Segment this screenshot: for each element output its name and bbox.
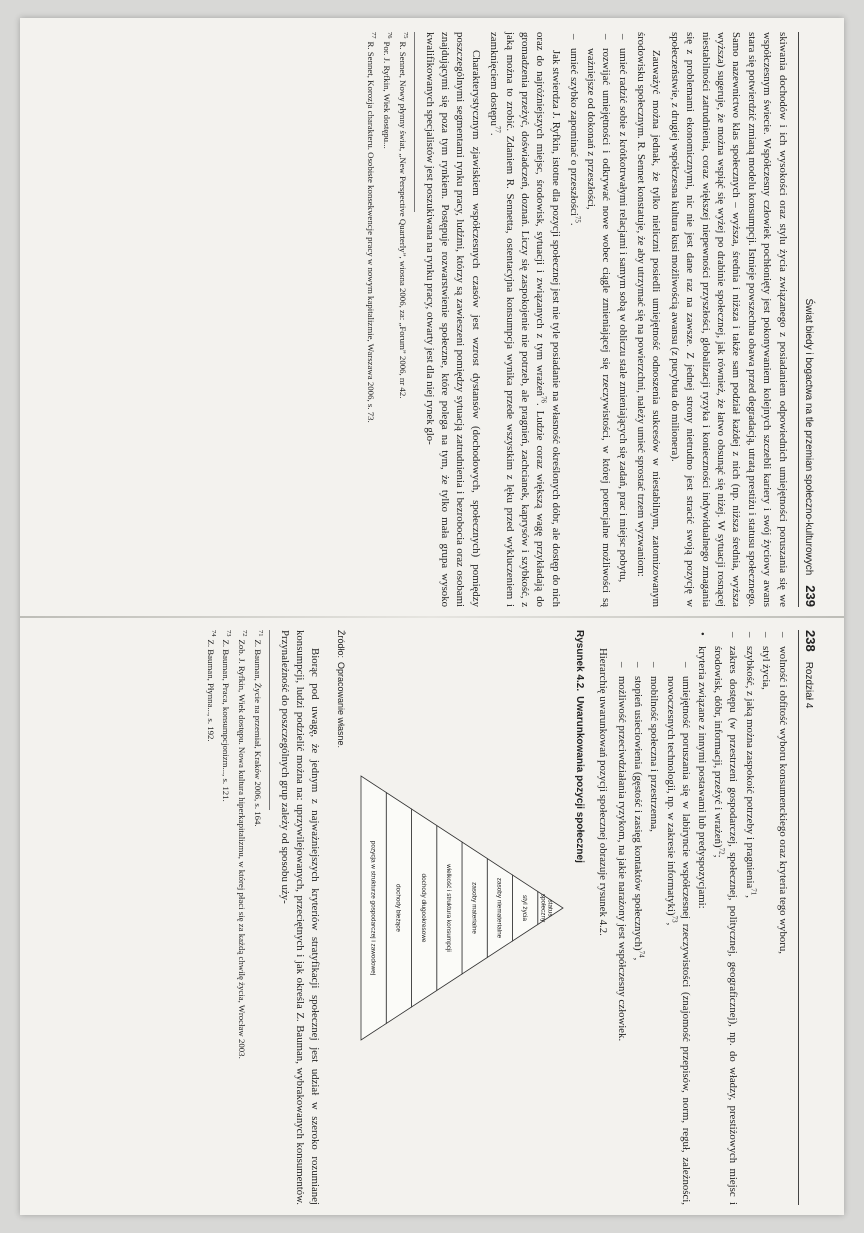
pyramid-figure <box>350 630 567 1205</box>
footnote-ref: 76 <box>540 396 549 404</box>
footnote-rule <box>269 630 270 810</box>
list-sub <box>613 646 693 1205</box>
page-number-238: 238 <box>803 630 818 652</box>
list-item: – umieć radzić sobie z krótkotrwałymi relacjami i samym sobą w obliczu stale zmieniających się zadań, prac i miejsc pobytu, <box>614 32 629 607</box>
footnotes-right <box>365 32 411 607</box>
pyramid-level-label: dochody długookresowe <box>420 873 428 942</box>
body-paragraph: skiwania dochodów i ich wysokości oraz stylu życia związanego z posiadaniem odpowiednich umiejętności poruszania się we współczesnym świecie. Współczesny człowiek pochłonięty jest pokonywaniem kolejnych szczebli kariery i swój życiowy awans stara się potwierdzić zmianą modelu konsumpcji. Istnieje powszechna obawa przed degradacją, utratą prestiżu i statusu społecznego. Samo nazewnictwo klas społecznych – wyższa, średnia i niższa i także sam podział każdej z nich (np. niższa średnia, wyższa wyższa) sugeruje, że można wspiąć się wyżej po drabinie społecznej, jak również, że łatwo obsunąć się niżej. W sytuacji rosnącej niestabilności zatrudnienia, coraz większej niepewności przyszłości, globalizacji ryzyka i konieczności indywidualnego zmagania się z problemami ekonomicznymi, nic nie jest dane raz na zawsze. Z jednej strony nietrudno jest stracić swoją pozycję w społeczeństwie, z drugiej współczesna kultura kusi możliwością awansu (z pucybuta do milionera). <box>668 32 789 607</box>
footnote-ref: 71 <box>749 888 758 896</box>
pyramid-level-label: pozycja w strukturze gospodarczej i zawodowej <box>369 840 377 975</box>
pyramid-level-label: dochody bieżące <box>394 883 402 932</box>
list-item: – umiejętność poruszania się w labiryncie współczesnej rzeczywistości (znajomość przepisów, norm, reguł, zależności, nowoczesnych technologii, np. w zakresie informatyki)$^{73}$, <box>662 646 693 1205</box>
pyramid-level-label: zasoby niematerialne <box>495 877 503 938</box>
page-239 <box>28 32 818 607</box>
list-item: – umieć szybko zapominać o przeszłości$^{75}$. <box>566 32 581 607</box>
footnote-ref: 72 <box>717 847 726 855</box>
footnote: $^{73}$Z. Bauman, Praca, konsumpcjonizm..., s. 121. <box>221 630 233 802</box>
list-item: – stopień usieciowienia (gęstość i zasięg kontaktów społecznych)$^{74}$, <box>630 646 645 1205</box>
list-item: – rozwijać umiejętności i odkrywać nowe wobec ciągle zmieniającej się rzeczywistości, w której potencjalne możliwości są ważniejsze od dokonań z przeszłości, <box>582 32 613 607</box>
list-item: – wolność i obfitość wyboru konsumenckiego oraz kryteria tego wyboru, <box>774 630 789 1205</box>
footnote: $^{74}$Z. Bauman, Płynna..., s. 192. <box>205 630 217 742</box>
pyramid-diagram <box>355 768 567 1068</box>
bullet-item: • kryteria związane z innymi postawami lub predyspozycjami: – umiejętność poruszania się w labiryncie współczesnej rzeczywistości (znajomość przepisów, norm, reguł, zależności, nowoczesnych technologii, np. w zakresie informatyki)$^{73}$, – mobilność społeczna i przestrzenna, – stopień usieciowienia (gęstość i zasięg kontaktów społecznych)$^{74}$, – możliwość przeciwdziałania ryzykom, na jakie narażony jest współczesny człowiek. <box>613 630 708 1205</box>
body-paragraph: Zauważyć można jednak, że tylko nieliczni posiedli umiejętność odnoszenia sukcesów w niestabilnym, zatomizowanym środowisku społecznym. R. Sennet konstatuje, że aby utrzymać się na powierzchni, należy umieć sprostać trzem wyzwaniom: <box>634 32 663 607</box>
figure-caption <box>571 630 586 1205</box>
body-paragraph: Charakterystycznym zjawiskiem współczesnych czasów jest wzrost dystansów (dochodowych, społecznych) pomiędzy poszczególnymi segmentami rynku pracy, ludźmi, którzy są zawieszeni pomiędzy sytuacją zatrudnienia i bezrobocia oraz osobami znajdującymi się poza tym rynkiem. Postępuje rozwarstwienie społeczne, które polega na tym, że tylko mała grupa wysoko kwalifikowanych specjalistów jest poszukiwana na rynku pracy, otwarty jest dla niej rynek glo- <box>423 32 482 607</box>
list-top <box>613 630 789 1205</box>
footnote: $^{71}$Z. Bauman, Życie na przemiał, Kraków 2006, s. 164. <box>253 630 265 827</box>
footnotes-left <box>205 630 267 1205</box>
footnote-ref: 74 <box>637 950 646 958</box>
running-head-left <box>798 630 818 1205</box>
footnote-rule <box>414 32 415 212</box>
running-title: Świat biedy i bogactwa na tle przemian społeczno-kulturowych <box>803 298 814 576</box>
list-challenges <box>566 32 630 607</box>
footnote: $^{76}$Por. J. Ryfkin, Wiek dostępu... <box>382 32 394 149</box>
list-item: – styl życia, <box>758 630 773 1205</box>
list-item: – mobilność społeczna i przestrzenna, <box>646 646 661 1205</box>
list-item: – możliwość przeciwdziałania ryzykom, na jakie narażony jest współczesny człowiek. <box>613 646 628 1205</box>
body-paragraph: Jak stwierdza J. Ryfkin, istotne dla pozycji społecznej jest nie tyle posiadanie na własność określonych dóbr, ale dostęp do nich oraz do najróżniejszych miejsc, środowisk, sytuacji i związanych z tym wrażeń$^{76}$. Ludzie coraz większą wagę przykładają do gromadzenia przeżyć, doświadczeń, doznań. Liczy się zaspokojenie nie potrzeb, ale pragnień, zachcianek, kaprysów i szybkość, z jaką można to zrobić. Zdaniem R. Sennetta, ostentacyjna konsumpcja wynika przede wszystkim z lęku przed wykluczeniem i zamknięciem dostępu$^{77}$. <box>488 32 562 607</box>
figure-label: Rysunek 4.2. <box>573 630 585 692</box>
running-head-right <box>798 32 818 607</box>
footnote: $^{72}$Zob. J. Ryfkin, Wiek dostępu. Nowa kultura hiperkapitalizmu, w której płaci się za każdą chwilę życia, Wrocław 2003. <box>237 630 249 1059</box>
pyramid-level-label: zasoby materialne <box>470 881 478 934</box>
book-gutter <box>20 616 844 618</box>
figure-source: Źródło:Opracowanie własne. <box>335 630 346 749</box>
page-238 <box>28 630 818 1205</box>
list-item: – zakres dostępu (w przestrzeni gospodarczej, społecznej, politycznej, geograficznej), np. do władzy, prestiżowych miejsc i środowisk, dóbr, informacji, przeżyć i wrażeń)$^{72}$; <box>710 630 741 1205</box>
page-number-239: 239 <box>803 585 818 607</box>
figure-reference-text: Hierarchię uwarunkowań pozycji społecznej obrazuje rysunek 4.2. <box>597 648 610 936</box>
footnote-ref: 75 <box>573 215 582 223</box>
list-item: – szybkość, z jaką można zaspokoić potrzeby i pragnienia$^{71}$, <box>741 630 756 1205</box>
footnote-ref: 77 <box>493 125 502 133</box>
pyramid-level-label: styl życia <box>521 894 529 921</box>
footnote: $^{75}$R. Sennet, Nowy płynny świat, „New Perspective Quarterly”, wiosna 2006, za: „Forum” 2006, nr 42. <box>398 32 410 399</box>
footnote: $^{77}$R. Sennet, Korozja charakteru. Osobiste konsekwencje pracy w nowym kapitalizmie, Warszawa 2006, s. 73. <box>366 32 378 423</box>
body-paragraph: Biorąc pod uwagę, że jednym z najważniejszych kryteriów stratyfikacji społecznej jest udział w szeroko rozumianej konsumpcji, ludzi podzielić można na: uprzywilejowanych, przeciętnych i jak określa Z. Bauman, wybrakowanych konsumentów. Przynależność do poszczególnych grup zależy od sposobu uży- <box>278 630 322 1205</box>
pyramid-level-label: wielkość i struktura konsumpcji <box>445 863 453 952</box>
chapter-label: Rozdział 4 <box>803 661 814 709</box>
pyramid-level-label: statusspołeczny <box>539 893 554 922</box>
footnote-ref: 73 <box>670 915 679 923</box>
figure-title: Uwarunkowania pozycji społecznej <box>573 696 585 863</box>
